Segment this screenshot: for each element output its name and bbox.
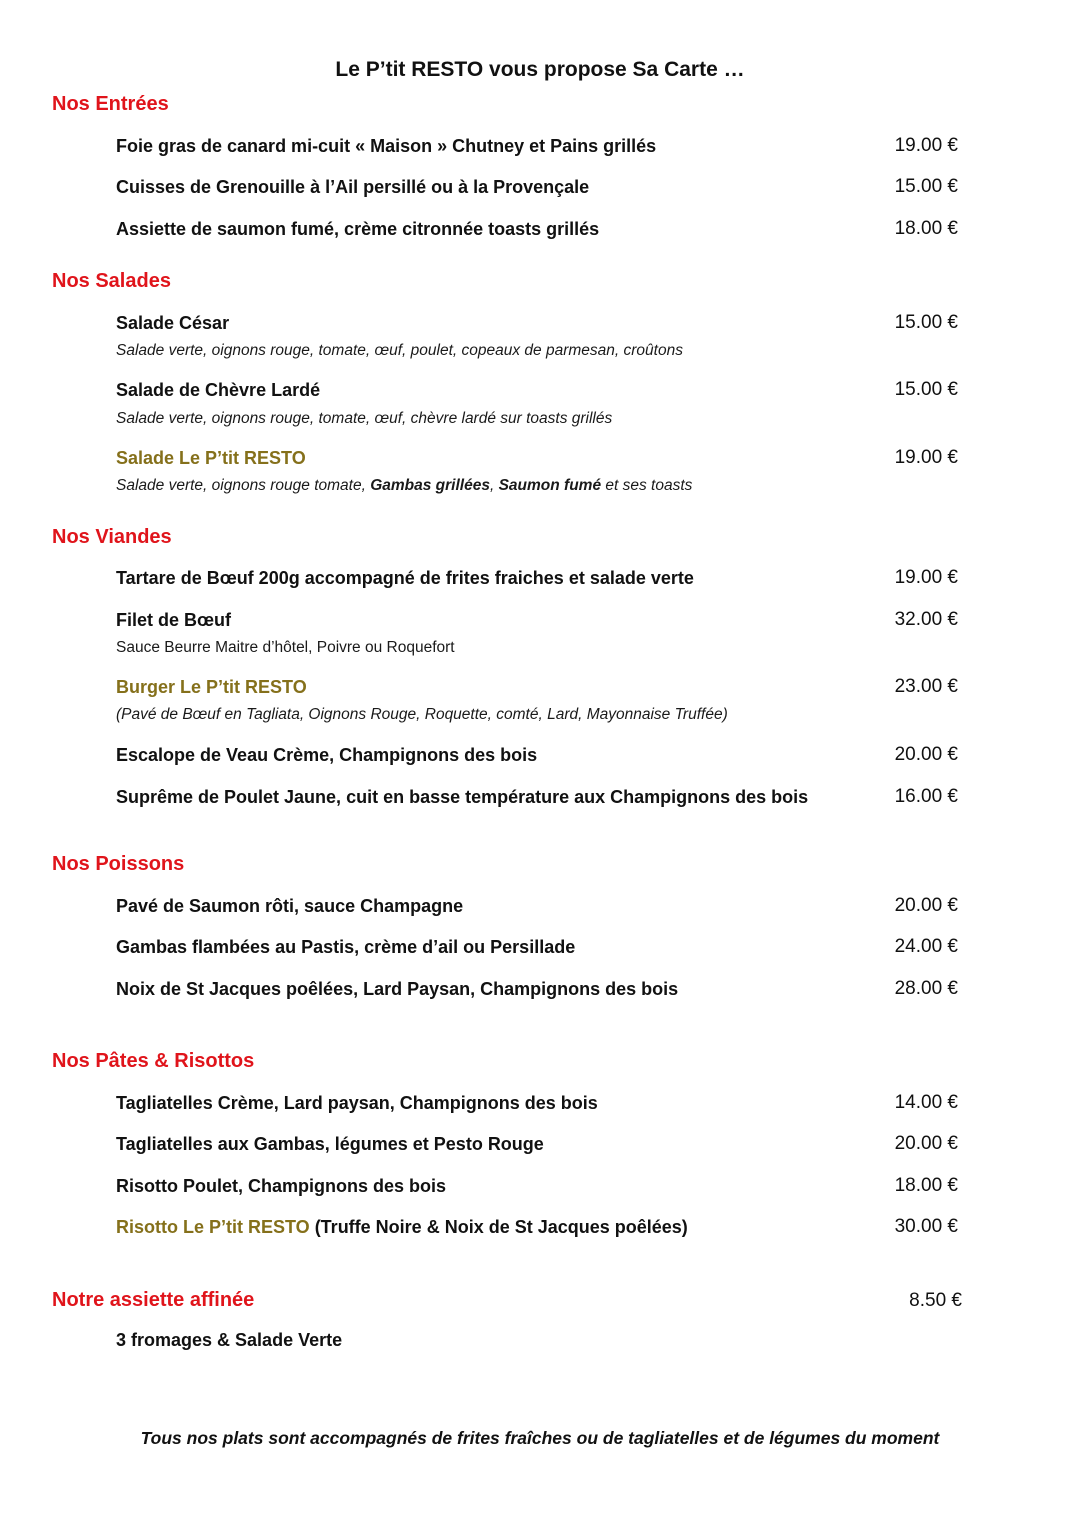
menu-item-price: 20.00 € [894, 1133, 958, 1154]
menu-item-price: 30.00 € [894, 1216, 958, 1237]
menu-item-price: 23.00 € [894, 676, 958, 697]
description-text: , [489, 477, 499, 494]
menu-item-price: 20.00 € [894, 744, 958, 765]
menu-item-price: 32.00 € [894, 609, 958, 630]
menu-item-price: 18.00 € [894, 1175, 958, 1196]
menu-item-description: Salade verte, oignons rouge, tomate, œuf, chèvre lardé sur toasts grillés [116, 410, 613, 427]
menu-item-name: Foie gras de canard mi-cuit « Maison » Chutney et Pains grillés [116, 136, 657, 156]
menu-item-price: 15.00 € [894, 379, 958, 400]
menu-item-name: Noix de St Jacques poêlées, Lard Paysan, Champignons des bois [116, 979, 679, 999]
menu-item-name-signature: Risotto Le P’tit RESTO [116, 1217, 310, 1237]
menu-item-name: Risotto Poulet, Champignons des bois [116, 1176, 447, 1196]
menu-item-name: Filet de Bœuf [116, 610, 231, 630]
menu-item-price: 19.00 € [894, 567, 958, 588]
menu-item-name: 3 fromages & Salade Verte [116, 1330, 343, 1350]
menu-item-name: Cuisses de Grenouille à l’Ail persillé ou à la Provençale [116, 177, 590, 197]
menu-item-name: Escalope de Veau Crème, Champignons des bois [116, 745, 538, 765]
menu-item-name: Salade de Chèvre Lardé [116, 380, 321, 400]
menu-item-description: (Pavé de Bœuf en Tagliata, Oignons Rouge, Roquette, comté, Lard, Mayonnaise Truffée) [116, 706, 728, 723]
menu-item-name-detail: (Truffe Noire & Noix de St Jacques poêlées) [309, 1217, 688, 1237]
menu-item-description: Salade verte, oignons rouge, tomate, œuf, poulet, copeaux de parmesan, croûtons [116, 342, 683, 359]
menu-item-price: 15.00 € [894, 312, 958, 333]
menu-item-price: 28.00 € [894, 978, 958, 999]
description-text: Salade verte, oignons rouge tomate, [116, 477, 371, 494]
menu-item-name [116, 1217, 688, 1238]
menu-item-name: Tartare de Bœuf 200g accompagné de frites fraiches et salade verte [116, 568, 694, 588]
menu-item-name: Gambas flambées au Pastis, crème d’ail ou Persillade [116, 937, 576, 957]
section-heading-salades: Nos Salades [52, 270, 171, 292]
menu-item-price: 15.00 € [894, 176, 958, 197]
menu-item-price: 24.00 € [894, 936, 958, 957]
menu-item-name: Assiette de saumon fumé, crème citronnée toasts grillés [116, 219, 600, 239]
menu-item-name: Suprême de Poulet Jaune, cuit en basse température aux Champignons des bois [116, 787, 809, 807]
description-highlight: Saumon fumé [498, 477, 602, 494]
menu-item-price: 20.00 € [894, 895, 958, 916]
section-heading-viandes: Nos Viandes [52, 526, 172, 548]
section-heading-pates: Nos Pâtes & Risottos [52, 1050, 255, 1072]
menu-item-name-signature: Burger Le P’tit RESTO [116, 677, 307, 697]
menu-item-name: Tagliatelles Crème, Lard paysan, Champignons des bois [116, 1093, 598, 1113]
menu-item-name: Tagliatelles aux Gambas, légumes et Pesto Rouge [116, 1134, 544, 1154]
menu-item-name-signature: Salade Le P’tit RESTO [116, 448, 306, 468]
menu-item-name: Salade César [116, 313, 230, 333]
menu-item-price: 19.00 € [894, 135, 958, 156]
menu-item-description [116, 477, 692, 495]
footer-note: Tous nos plats sont accompagnés de frites fraîches ou de tagliatelles et de légumes du moment [140, 1428, 940, 1448]
page-title: Le P’tit RESTO vous propose Sa Carte … [335, 58, 745, 81]
menu-item-price: 18.00 € [894, 218, 958, 239]
menu-item-description: Sauce Beurre Maitre d’hôtel, Poivre ou Roquefort [116, 639, 455, 656]
menu-item-price: 8.50 € [909, 1290, 962, 1311]
menu-item-price: 19.00 € [894, 447, 958, 468]
section-heading-entrees: Nos Entrées [52, 93, 169, 115]
description-highlight: Gambas grillées [370, 477, 490, 494]
menu-item-price: 14.00 € [894, 1092, 958, 1113]
menu-item-price: 16.00 € [894, 786, 958, 807]
description-text: et ses toasts [601, 477, 693, 494]
section-heading-poissons: Nos Poissons [52, 853, 185, 875]
menu-item-name: Pavé de Saumon rôti, sauce Champagne [116, 896, 464, 916]
section-heading-assiette: Notre assiette affinée [52, 1289, 255, 1311]
